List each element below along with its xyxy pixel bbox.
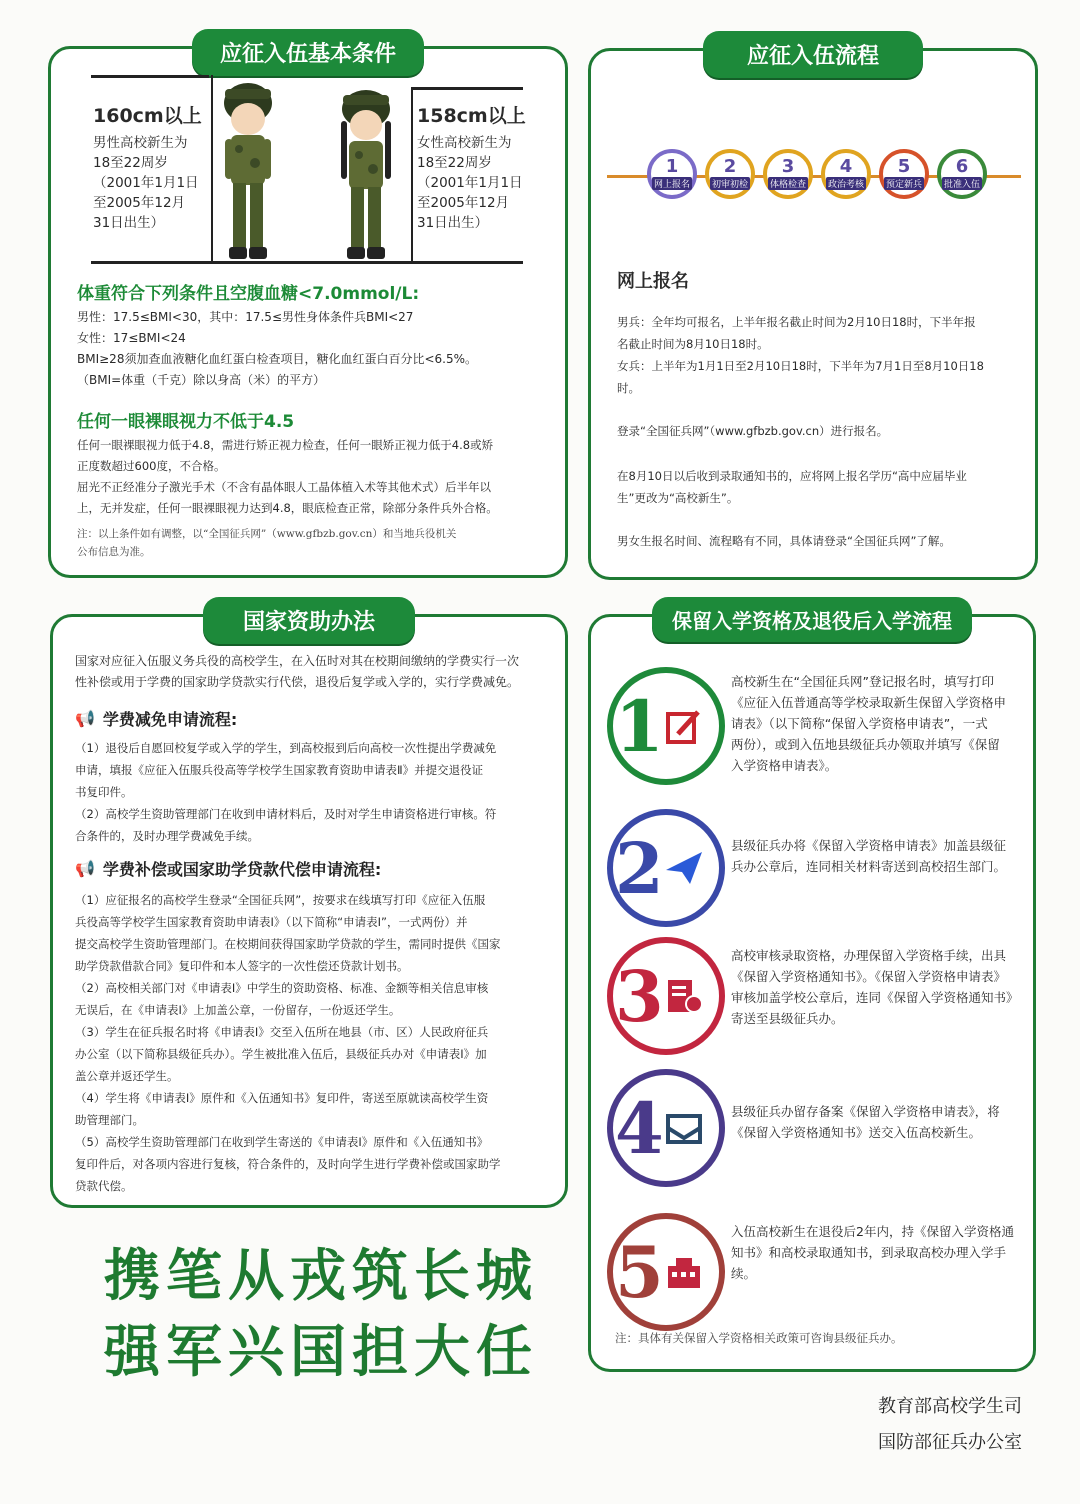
retain-enrollment-panel — [588, 609, 1036, 1372]
envelope-icon — [664, 1108, 704, 1148]
signature-line-2: 国防部征兵办公室 — [878, 1432, 1022, 1453]
retain-step-1-text: 高校新生在“全国征兵网”登记报名时，填写打印 《应征入伍普通高等学校录取新生保留入学资格申 请表》（以下简称“保留入学资格申请表”，一式 两份），或到入伍地县级征兵办领取并填写《保留 入学资格申请表》。 — [731, 674, 1007, 773]
retain-enrollment-title: 保留入学资格及退役后入学流程 — [652, 597, 972, 642]
flow-step-5: 5 预定新兵 — [879, 149, 929, 199]
vision-title: 任何一眼裸眼视力不低于4.5 — [77, 412, 295, 432]
female-height: 158cm以上 — [417, 105, 526, 127]
retain-step-5-badge: 5 — [607, 1213, 725, 1331]
flow-step-2: 2 初审初检 — [705, 149, 755, 199]
male-soldier-illustration — [215, 79, 281, 263]
retain-step-2-badge: 2 — [607, 809, 725, 927]
gender-difference-text: 男女生报名时间、流程略有不同，具体请登录“全国征兵网”了解。 — [617, 534, 951, 548]
retain-step-1-badge: 1 — [607, 667, 725, 785]
enlistment-flow-panel — [588, 44, 1038, 580]
weight-conditions: 男性：17.5≤BMI<30，其中：17.5≤男性身体条件兵BMI<27 女性：17≤BMI<24 BMI≥28须加查血液糖化血红蛋白检查项目，糖化血红蛋白百分比<6.5%。 （BMI=体重（千克）除以身高（米）的平方） — [77, 310, 477, 387]
national-aid-title: 国家资助办法 — [203, 597, 415, 644]
retain-step-5-text: 入伍高校新生在退役后2年内，持《保留入学资格通 知书》和高校录取通知书，到录取高校办理入学手 续。 — [731, 1224, 1014, 1281]
male-ruler-vertical — [211, 75, 213, 261]
retain-note: 注：具体有关保留入学资格相关政策可咨询县级征兵办。 — [615, 1331, 903, 1345]
male-conditions: 男性高校新生为 18至22周岁 （2001年1月1日 至2005年12月 31日出生） — [93, 135, 199, 231]
retain-step-2-text: 县级征兵办将《保留入学资格申请表》加盖县级征 兵办公章后，连同相关材料寄送到高校招生部门。 — [731, 838, 1007, 874]
retain-step-4-badge: 4 — [607, 1069, 725, 1187]
form-edit-icon — [664, 706, 704, 746]
male-height: 160cm以上 — [93, 105, 202, 127]
flow-step-4: 4 政治考核 — [821, 149, 871, 199]
flow-step-3: 3 体格检查 — [763, 149, 813, 199]
retain-step-4-text: 县级征兵办留存备案《保留入学资格申请表》，将 《保留入学资格通知书》送交入伍高校新生。 — [731, 1104, 1000, 1140]
megaphone-icon: 📢 — [75, 859, 95, 878]
female-ruler-vertical — [411, 87, 413, 261]
weight-title: 体重符合下列条件且空腹血糖<7.0mmol/L: — [77, 284, 420, 304]
registration-website-text: 登录“全国征兵网”（www.gfbzb.gov.cn）进行报名。 — [617, 424, 889, 438]
enlistment-flow-title: 应征入伍流程 — [703, 31, 923, 78]
loan-compensation-heading: 📢 学费补偿或国家助学贷款代偿申请流程: — [75, 859, 382, 879]
aid-intro: 国家对应征入伍服义务兵役的高校学生，在入伍时对其在校期间缴纳的学费实行一次 性补偿或用于学费的国家助学贷款实行代偿，退役后复学或入学的，实行学费减免。 — [75, 654, 520, 689]
registration-time-text: 男兵：全年均可报名，上半年报名截止时间为2月10日18时，下半年报 名截止时间为8月10日18时。 女兵：上半年为1月1日至2月10日18时，下半年为7月1日至8月10日18 时。 — [617, 315, 984, 395]
document-check-icon — [664, 976, 704, 1016]
megaphone-icon: 📢 — [75, 709, 95, 728]
retain-step-3-badge: 3 — [607, 937, 725, 1055]
loan-compensation-steps: （1）应征报名的高校学生登录“全国征兵网”，按要求在线填写打印《应征入伍服 兵役高等学校学生国家教育资助申请表Ⅰ》（以下简称“申请表Ⅰ”，一式两份）并 提交高校学生资助管理部门。在校期间获得国家助学贷款的学生，需同时提供《国家 助学贷款借款合同》复印件和本人签字的一次性偿还贷款计划书。 （2）高校相关部门对《申请表Ⅰ》中学生的资助资格、标准、金额等相关信息审核 无误后，在《申请表Ⅰ》上加盖公章，一份留存，一份返还学生。 （3）学生在征兵报名时将《申请表Ⅰ》交至入伍所在地县（市、区）人民政府征兵 办公室（以下简称县级征兵办）。学生被批准入伍后，县级征兵办对《申请表Ⅰ》加 盖公章并返还学生。 （4）学生将《申请表Ⅰ》原件和《入伍通知书》复印件，寄送至原就读高校学生资 助管理部门。 （5）高校学生资助管理部门在收到学生寄送的《申请表Ⅰ》原件和《入伍通知书》 复印件后，对各项内容进行复核，符合条件的，及时向学生进行学费补偿或国家助学 贷款代偿。 — [75, 893, 501, 1193]
basic-conditions-title: 应征入伍基本条件 — [192, 29, 424, 76]
paper-plane-icon — [664, 848, 704, 888]
height-ruler-top — [91, 75, 209, 78]
building-icon — [664, 1252, 704, 1292]
signature-line-1: 教育部高校学生司 — [878, 1396, 1022, 1417]
slogan-line-2: 强军兴国担大任 — [104, 1319, 538, 1385]
height-ruler-bottom — [91, 261, 523, 264]
basic-note: 注：以上条件如有调整，以“全国征兵网”（www.gfbzb.gov.cn）和当地兵役机关 公布信息为准。 — [77, 528, 457, 558]
vision-conditions: 任何一眼裸眼视力低于4.8，需进行矫正视力检查，任何一眼矫正视力低于4.8或矫 正度数超过600度，不合格。 屈光不正经准分子激光手术（不含有晶体眼人工晶体植入术等其他术式）后半年以 上，无并发症，任何一眼裸眼视力达到4.8，眼底检查正常，除部分条件兵外合格。 — [77, 438, 498, 515]
national-aid-panel — [50, 610, 568, 1208]
fee-reduction-steps: （1）退役后自愿回校复学或入学的学生，到高校报到后向高校一次性提出学费减免 申请，填报《应征入伍服兵役高等学校学生国家教育资助申请表Ⅱ》并提交退役证 书复印件。 （2）高校学生资助管理部门在收到申请材料后，及时对学生申请资格进行审核。符 合条件的，及时办理学费减免手续。 — [75, 741, 497, 843]
female-ruler-top — [413, 87, 523, 90]
fee-reduction-heading: 📢 学费减免申请流程: — [75, 709, 238, 729]
basic-conditions-panel — [48, 42, 568, 578]
slogan-line-1: 携笔从戎筑长城 — [104, 1243, 538, 1309]
flow-step-6: 6 批准入伍 — [937, 149, 987, 199]
education-change-text: 在8月10日以后收到录取通知书的，应将网上报名学历“高中应届毕业 生”更改为“高校新生”。 — [617, 469, 967, 505]
female-soldier-illustration — [333, 87, 399, 263]
online-registration-title: 网上报名 — [617, 271, 689, 292]
female-conditions: 女性高校新生为 18至22周岁 （2001年1月1日 至2005年12月 31日出生） — [417, 135, 523, 231]
flow-step-1: 1 网上报名 — [647, 149, 697, 199]
retain-step-3-text: 高校审核录取资格，办理保留入学资格手续，出具 《保留入学资格通知书》。《保留入学资格申请表》 审核加盖学校公章后，连同《保留入学资格通知书》 寄送至县级征兵办。 — [731, 948, 1019, 1026]
